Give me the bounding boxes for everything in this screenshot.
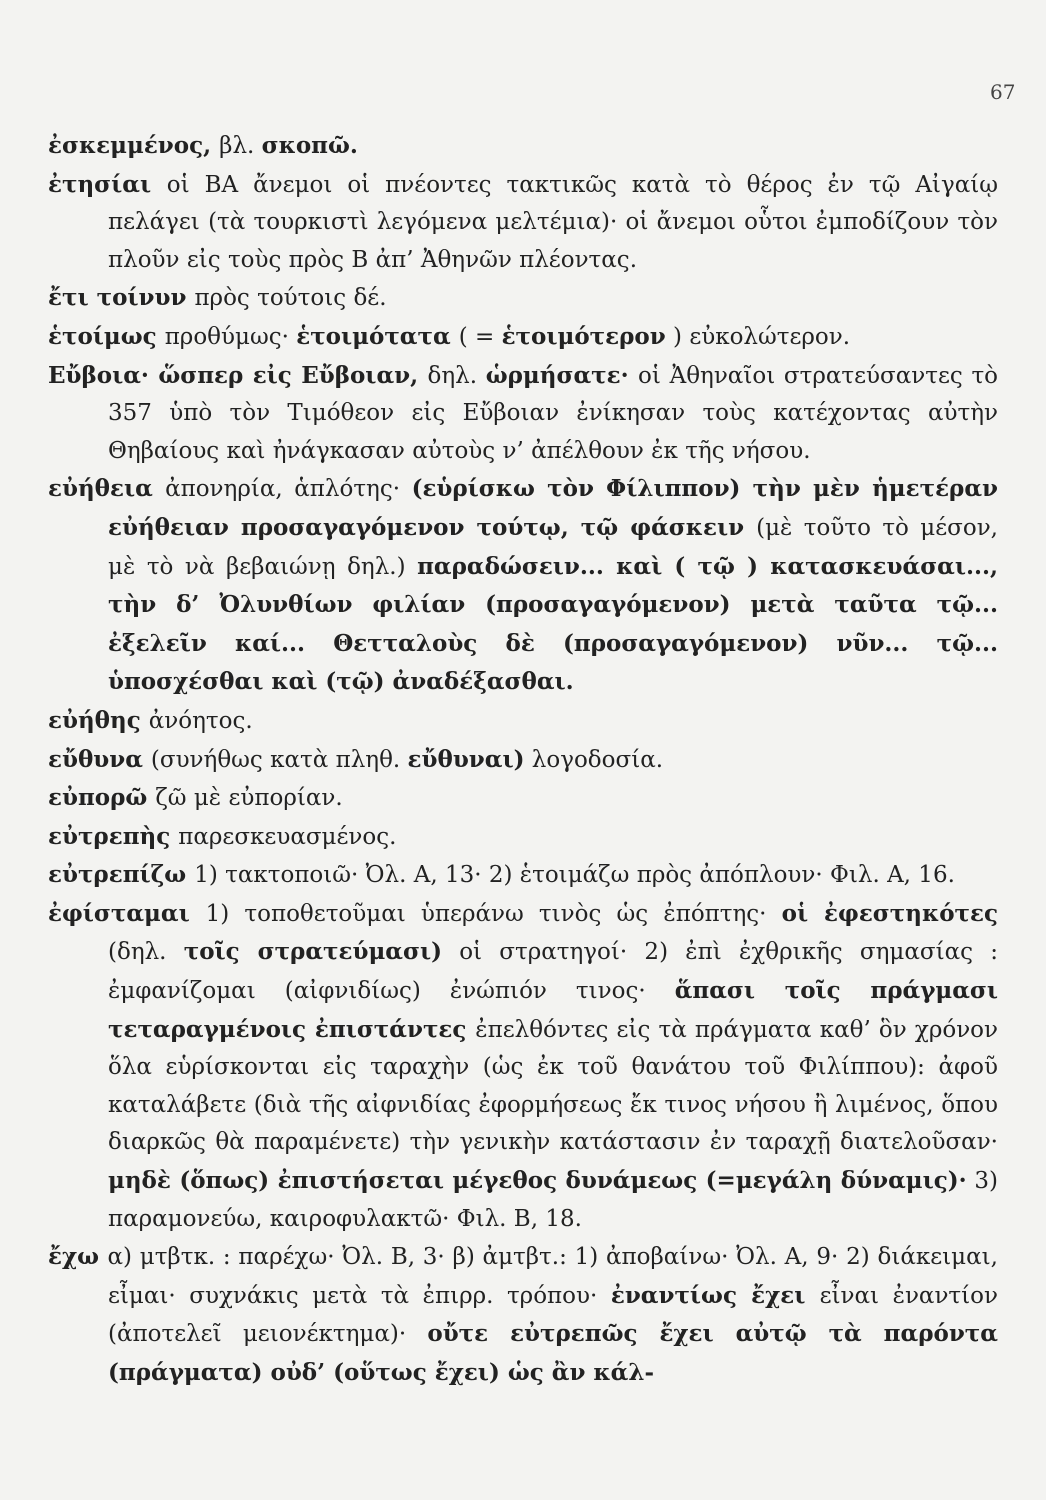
definition-text: α) μτβτκ. : παρέχω· Ὀλ. Β, 3· β) ἀμτβτ.: 1) ἀποβαίνω· Ὀλ. Α, 9· 2) διάκειμαι, εἶμαι· συχνάκις μετὰ τὰ ἐπιρρ. τρόπου· [107,1244,998,1309]
definition-text: ( = [458,323,502,350]
glossary-entries [48,127,998,1393]
definition-text: οἱ στρατηγοί· 2) ἐπὶ ἐχθρικῆς σημασίας : ἐμφανίζομαι (αἰφνιδίως) ἐνώπιόν τινος· [108,939,998,1005]
headword-text: Εὔβοια· ὥσπερ εἰς Εὔβοιαν, [48,361,428,389]
glossary-entry [48,470,998,702]
glossary-entry [48,357,998,471]
definition-text: πρὸς τούτοις δέ. [194,285,387,312]
definition-text: παρεσκευασμένος. [178,823,397,850]
headword-text: ἐτησίαι [48,170,167,198]
headword-text: τοῖς στρατεύμασι) [183,938,442,966]
glossary-entry [48,1238,998,1392]
glossary-entry [48,318,998,357]
definition-text: (συνήθως κατὰ πληθ. [150,746,408,773]
glossary-entry [48,702,998,741]
definition-text: 1) τακτοποιῶ· Ὀλ. Α, 13· 2) ἑτοιμάζω πρὸς ἀπόπλουν· Φιλ. Α, 16. [194,862,955,889]
definition-text: οἱ Ἀθηναῖοι στρατεύσαντες τὸ 357 ὑπὸ τὸν Τιμόθεον εἰς Εὔβοιαν ἐνίκησαν τοὺς κατέχοντας αὐτὴν Θηβαίους καὶ ἠνάγκασαν αὐτοὺς ν’ ἀπέλθουν ἐκ τῆς νήσου. [108,362,999,464]
headword-text: εὐτρεπίζω [48,861,195,889]
definition-text: δηλ. [427,362,486,389]
headword-text: οἱ ἐφεστηκότες [781,899,998,927]
headword-text: ἐσκεμμένος, [48,132,220,159]
definition-text: ἀνόητος. [148,707,253,734]
headword-text: εὔθυνα [48,745,151,773]
definition-text: ζῶ μὲ εὐπορίαν. [155,785,343,812]
definition-text: ) εὐκολώτερον. [665,323,851,350]
headword-text: σκοπῶ. [261,132,358,159]
headword-text: εὐήθεια [48,475,166,503]
headword-text: ἔχω [48,1243,108,1271]
headword-text: εὔθυναι) [407,745,525,773]
headword-text: ἐναντίως ἔχει [610,1281,820,1309]
definition-text: βλ. [219,133,262,159]
headword-text: ὡρμήσατε· [485,361,639,389]
headword-text: ἔτι τοίνυν [48,284,195,312]
definition-text: προθύμως· [164,323,297,350]
glossary-entry [48,818,998,857]
definition-text: (δηλ. [108,939,184,966]
page-number: 67 [990,80,1016,104]
definition-text: 1) τοποθετοῦμαι ὑπεράνω τινὸς ὡς ἐπόπτης· [205,900,782,927]
headword-text: εὐτρεπὴς [48,822,179,850]
definition-text: λογοδοσία. [524,746,664,773]
definition-text: εἶναι ἐναντίον (ἀποτελεῖ μειονέκτημα)· [108,1282,999,1348]
glossary-entry [48,279,998,318]
definition-text: (μὲ τοῦτο τὸ μέσον, μὲ τὸ νὰ βεβαιώνῃ δηλ.) [108,514,998,580]
glossary-entry [48,741,998,780]
definition-text: ἐπελθόντες εἰς τὰ πράγματα καθ’ ὃν χρόνον ὅλα εὑρίσκονται εἰς ταραχὴν (ὡς ἐκ τοῦ θανάτου τοῦ Φιλίππου): ἀφοῦ καταλάβετε (διὰ τῆς αἰφνιδίας ἐφορμήσεως ἔκ τινος νήσου ἢ λιμένος, ὅπου διαρκῶς θὰ παραμένετε) τὴν γενικὴν κατάστασιν ἐν ταραχῇ διατελοῦσαν· [108,1016,999,1156]
definition-text: 3) παραμονεύω, καιροφυλακτῶ· Φιλ. Β, 18. [108,1168,999,1232]
definition-text: ἀπονηρία, ἁπλότης· [165,476,412,503]
headword-text: παραδώσειν... καὶ ( τῷ ) κατασκευάσαι..., τὴν δ’ Ὀλυνθίων φιλίαν (προσαγαγόμενον) μετὰ ταῦτα τῷ... ἐξελεῖν καί... Θετταλοὺς δὲ (προσαγαγόμενον) νῦν... τῷ... ὑποσχέσθαι καὶ (τῷ) ἀναδέξασθαι. [108,552,999,696]
glossary-entry [48,166,998,280]
headword-text: εὐπορῶ [48,784,156,812]
headword-text: ἑτοιμότερον [501,322,666,350]
headword-text: ἑτοιμότατα [296,322,459,350]
glossary-entry [48,779,998,818]
glossary-entry [48,895,998,1238]
glossary-entry [48,856,998,895]
definition-text: οἱ ΒΑ ἄνεμοι οἱ πνέοντες τακτικῶς κατὰ τὸ θέρος ἐν τῷ Αἰγαίῳ πελάγει (τὰ τουρκιστὶ λεγόμενα μελτέμια)· οἱ ἄνεμοι οὗτοι ἐμποδίζουν τὸν πλοῦν εἰς τοὺς πρὸς Β ἀπ’ Ἀθηνῶν πλέοντας. [108,171,998,273]
headword-text: μηδὲ (ὅπως) ἐπιστήσεται μέγεθος δυνάμεως (=μεγάλη δύναμις)· [108,1167,967,1195]
headword-text: (εὑρίσκω τὸν Φίλιππον) τὴν μὲν ἡμετέραν εὐήθειαν προσαγαγόμενον τούτῳ, τῷ φάσκειν [108,475,999,541]
headword-text: οὔτε εὐτρεπῶς ἔχει αὐτῷ τὰ παρόντα (πράγματα) οὐδ’ (οὕτως ἔχει) ὡς ἂν κάλ- [108,1320,998,1386]
headword-text: ἅπασι τοῖς πράγμασι τεταραγμένοις ἐπιστάντες [108,977,999,1043]
glossary-entry [48,127,998,166]
headword-text: ἑτοίμως [48,322,165,350]
headword-text: ἐφίσταμαι [48,899,206,927]
headword-text: εὐήθης [48,706,149,734]
